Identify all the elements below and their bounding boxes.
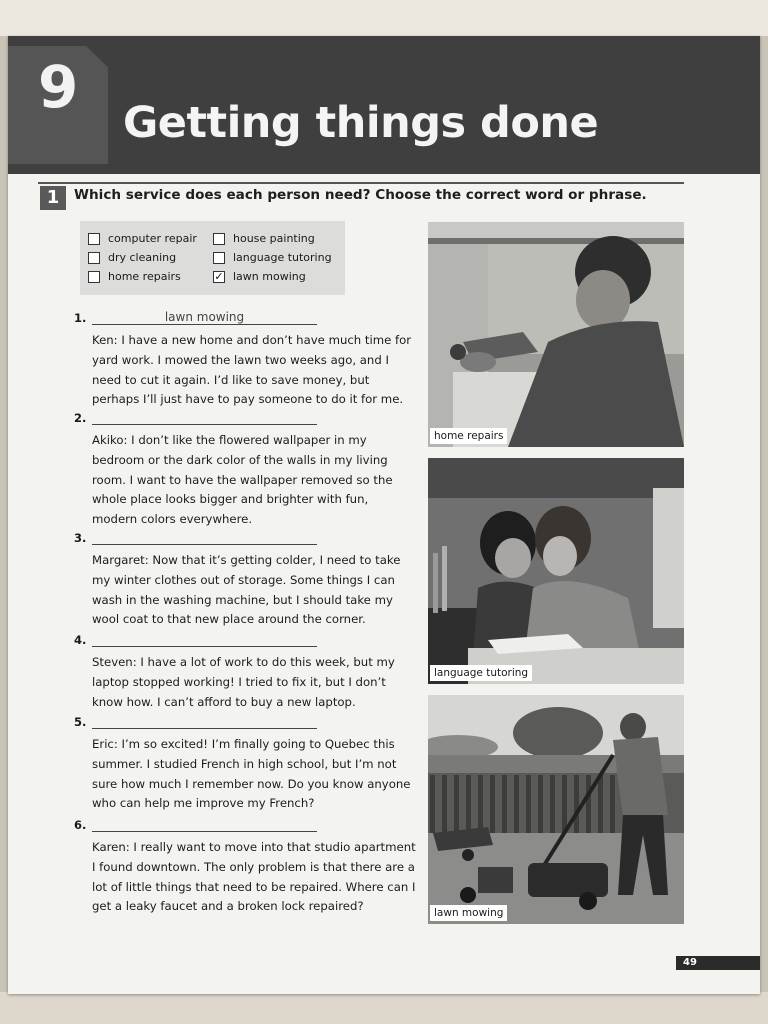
textbook-page xyxy=(8,36,760,994)
photo-language-tutoring xyxy=(428,458,684,684)
word-box-label: house painting xyxy=(233,232,315,245)
item-text: Steven: I have a lot of work to do this week, but my laptop stopped working! I tried to fix it, but I don’t know how. I can’t afford to buy a new laptop. xyxy=(92,655,395,709)
answer-line[interactable] xyxy=(92,424,317,425)
word-box-option[interactable] xyxy=(213,270,306,283)
exercise-rule xyxy=(38,182,684,184)
item-text: Akiko: I don’t like the flowered wallpaper in my bedroom or the dark color of the walls in my living room. I want to have the wallpaper removed so the whole place looks bigger and brighter with fun, modern colors everywhere. xyxy=(92,433,393,527)
page-number: 49 xyxy=(683,957,697,968)
answer-line[interactable] xyxy=(92,728,317,729)
word-box xyxy=(80,221,345,295)
answer-line[interactable] xyxy=(92,324,317,325)
checkbox-checked-icon[interactable]: ✓ xyxy=(214,269,224,283)
photo-home-repairs xyxy=(428,222,684,447)
photo-caption: lawn mowing xyxy=(430,905,507,921)
table-surface-bottom xyxy=(0,992,768,1024)
unit-title: Getting things done xyxy=(123,98,599,148)
table-surface-top xyxy=(0,0,768,36)
item-number: 2. xyxy=(74,411,87,425)
word-box-option[interactable] xyxy=(88,251,176,264)
exercise-number-badge: 1 xyxy=(40,186,66,210)
answer-text[interactable]: lawn mowing xyxy=(164,310,245,324)
checkbox-empty-icon[interactable] xyxy=(88,271,100,283)
word-box-option[interactable] xyxy=(88,232,197,245)
item-text: Karen: I really want to move into that studio apartment I found downtown. The only problem is that there are a lot of little things that need to be repaired. Where can I get a leaky faucet and a broken lock repaired? xyxy=(92,840,416,914)
word-box-label: language tutoring xyxy=(233,251,332,264)
photo-caption: home repairs xyxy=(430,428,507,444)
unit-banner xyxy=(8,36,760,174)
item-text: Ken: I have a new home and don’t have much time for yard work. I mowed the lawn two weeks ago, and I need to cut it again. I’d like to save money, but perhaps I’ll just have to pay someone to do it for me. xyxy=(92,333,412,407)
item-number: 4. xyxy=(74,633,87,647)
item-number: 5. xyxy=(74,715,87,729)
tutoring-photo-image xyxy=(428,458,684,684)
checkbox-empty-icon[interactable] xyxy=(213,233,225,245)
checkbox-empty-icon[interactable] xyxy=(88,252,100,264)
word-box-label: lawn mowing xyxy=(233,270,306,283)
word-box-option[interactable] xyxy=(213,251,332,264)
checkbox-empty-icon[interactable] xyxy=(213,252,225,264)
item-text: Margaret: Now that it’s getting colder, I need to take my winter clothes out of storage. Some things I can wash in the washing machine, but I should take my wool coat to that new place around the corner. xyxy=(92,553,401,627)
answer-line[interactable] xyxy=(92,544,317,545)
item-text: Eric: I’m so excited! I’m finally going to Quebec this summer. I studied French in high school, but I’m not sure how much I remember now. Do you know anyone who can help me improve my French? xyxy=(92,737,411,811)
item-number: 1. xyxy=(74,311,87,325)
answer-line[interactable] xyxy=(92,831,317,832)
exercise-instruction: Which service does each person need? Choose the correct word or phrase. xyxy=(74,187,647,203)
word-box-option[interactable] xyxy=(88,270,181,283)
item-number: 3. xyxy=(74,531,87,545)
photo-caption: language tutoring xyxy=(430,665,532,681)
word-box-label: dry cleaning xyxy=(108,251,177,264)
plumber-photo-image xyxy=(428,222,684,447)
answer-line[interactable] xyxy=(92,646,317,647)
word-box-label: home repairs xyxy=(108,270,181,283)
photo-lawn-mowing xyxy=(428,695,684,924)
word-box-label: computer repair xyxy=(108,232,197,245)
item-number: 6. xyxy=(74,818,87,832)
word-box-option[interactable] xyxy=(213,232,315,245)
lawn-mowing-photo-image xyxy=(428,695,684,924)
unit-number: 9 xyxy=(38,53,79,121)
checkbox-empty-icon[interactable] xyxy=(88,233,100,245)
